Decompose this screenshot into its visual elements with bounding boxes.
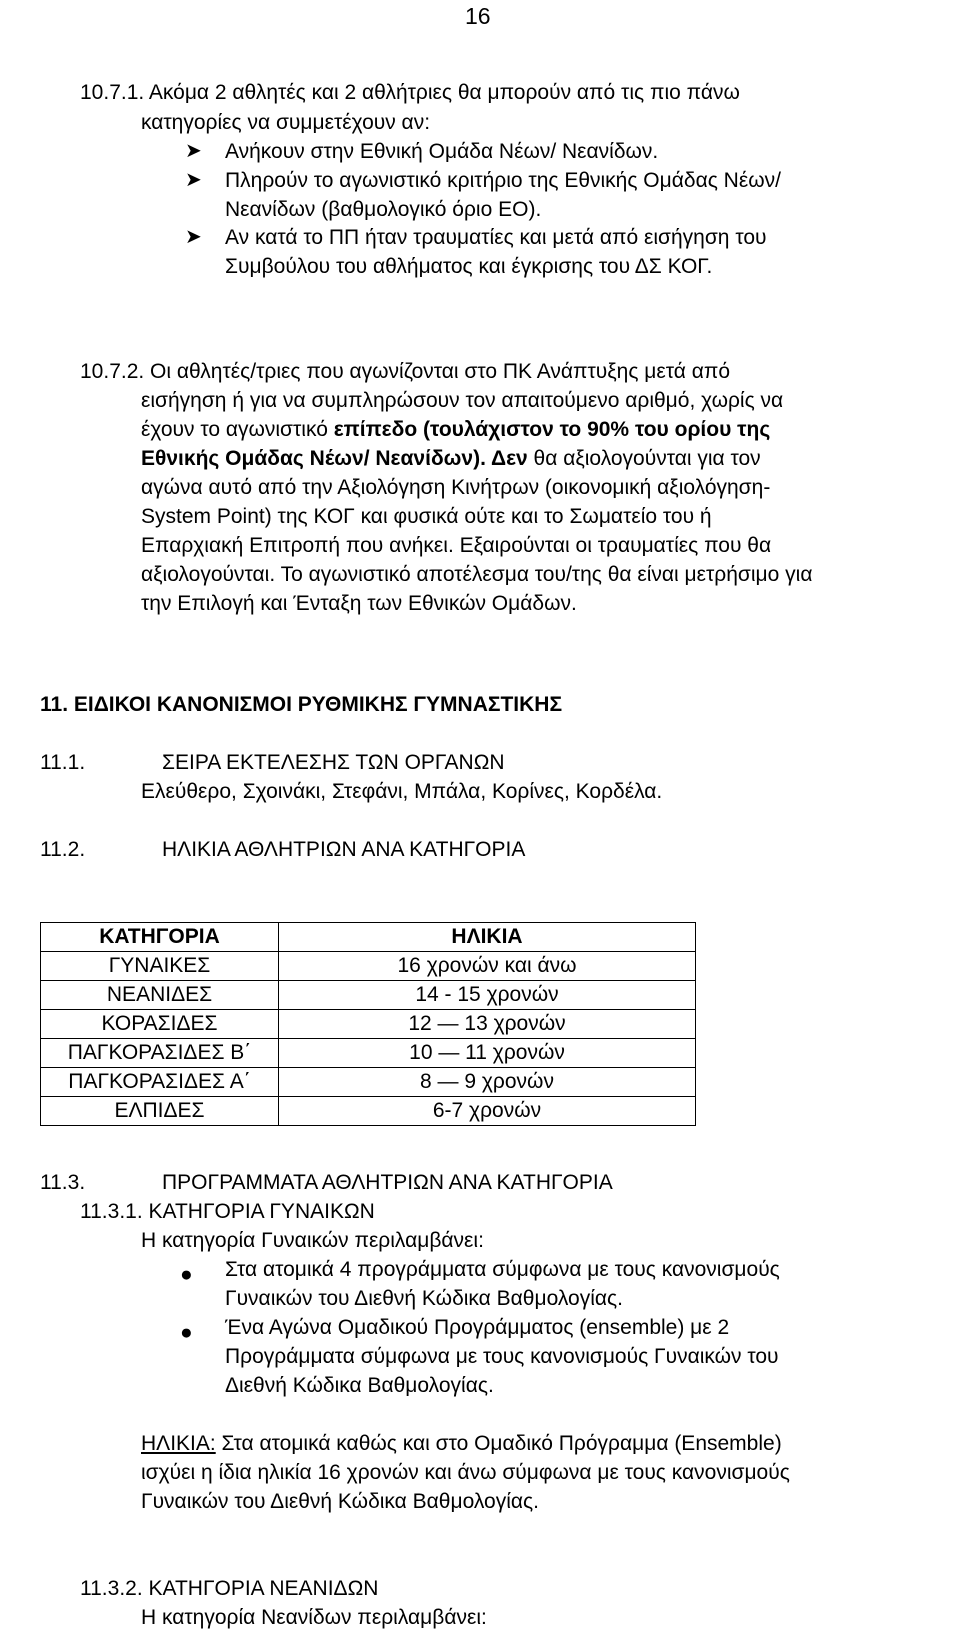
age-note-line2: ισχύει η ίδια ηλικία 16 χρονών και άνω σύμφωνα με τους κανονισμούς bbox=[141, 1461, 790, 1484]
table-row bbox=[41, 1039, 696, 1068]
bullet-dot-icon: ● bbox=[180, 1321, 193, 1344]
list-item-line: Στα ατομικά 4 προγράμματα σύμφωνα με τους κανονισμούς bbox=[225, 1258, 780, 1281]
table-row bbox=[41, 952, 696, 981]
section-11-2-title: ΗΛΙΚΙΑ ΑΘΛΗΤΡΙΩΝ ΑΝΑ ΚΑΤΗΓΟΡΙΑ bbox=[162, 838, 526, 861]
section-11-3-number: 11.3. bbox=[40, 1171, 86, 1194]
age-note-line3: Γυναικών του Διεθνή Κώδικα Βαθμολογίας. bbox=[141, 1490, 539, 1513]
page-number: 16 bbox=[465, 3, 491, 29]
paragraph-line: έχουν το αγωνιστικό επίπεδο (τουλάχιστον το 90% του ορίου της bbox=[141, 418, 771, 441]
table-header-cell: ΚΑΤΗΓΟΡΙΑ bbox=[41, 923, 279, 952]
table-row bbox=[41, 1097, 696, 1126]
section-11-2-number: 11.2. bbox=[40, 838, 86, 861]
age-cell: 12 — 13 χρονών bbox=[279, 1010, 696, 1039]
section-11-3-title: ΠΡΟΓΡΑΜΜΑΤΑ ΑΘΛΗΤΡΙΩΝ ΑΝΑ ΚΑΤΗΓΟΡΙΑ bbox=[162, 1171, 613, 1194]
age-note-line1: ΗΛΙΚΙΑ: Στα ατομικά καθώς και στο Ομαδικό Πρόγραμμα (Ensemble) bbox=[141, 1432, 782, 1455]
table-header-cell: ΗΛΙΚΙΑ bbox=[279, 923, 696, 952]
paragraph-line: System Point) της ΚΟΓ και φυσικά ούτε και το Σωματείο του ή bbox=[141, 505, 712, 528]
age-label: ΗΛΙΚΙΑ: bbox=[141, 1432, 216, 1455]
category-cell: ΠΑΓΚΟΡΑΣΙΔΕΣ Α΄ bbox=[41, 1068, 279, 1097]
table-header-row bbox=[41, 923, 696, 952]
category-cell: ΚΟΡΑΣΙΔΕΣ bbox=[41, 1010, 279, 1039]
section-11-3-2-title: 11.3.2. ΚΑΤΗΓΟΡΙΑ ΝΕΑΝΙΔΩΝ bbox=[80, 1577, 379, 1600]
category-cell: ΓΥΝΑΙΚΕΣ bbox=[41, 952, 279, 981]
category-cell: ΠΑΓΚΟΡΑΣΙΔΕΣ Β΄ bbox=[41, 1039, 279, 1068]
table-row bbox=[41, 1068, 696, 1097]
bullet-dot-icon: ● bbox=[180, 1263, 193, 1286]
paragraph-line: την Επιλογή και Ένταξη των Εθνικών Ομάδων. bbox=[141, 592, 577, 615]
arrow-bullet-icon: ➤ bbox=[185, 169, 202, 191]
section-11-3-1-title: 11.3.1. ΚΑΤΗΓΟΡΙΑ ΓΥΝΑΙΚΩΝ bbox=[80, 1200, 375, 1223]
list-item-line: Ένα Αγώνα Ομαδικού Προγράμματος (ensemble) με 2 bbox=[225, 1316, 730, 1339]
list-item-line: Γυναικών του Διεθνή Κώδικα Βαθμολογίας. bbox=[225, 1287, 623, 1310]
section-11-3-2-intro: Η κατηγορία Νεανίδων περιλαμβάνει: bbox=[141, 1606, 487, 1629]
arrow-bullet-icon: ➤ bbox=[185, 140, 202, 162]
section-10-7-1-line1: 10.7.1. Ακόμα 2 αθλητές και 2 αθλήτριες θα μπορούν από τις πιο πάνω bbox=[80, 81, 740, 104]
category-cell: ΝΕΑΝΙΔΕΣ bbox=[41, 981, 279, 1010]
table-row bbox=[41, 1010, 696, 1039]
arrow-bullet-icon: ➤ bbox=[185, 226, 202, 248]
list-item-line: Προγράμματα σύμφωνα με τους κανονισμούς Γυναικών του bbox=[225, 1345, 779, 1368]
section-11-1-number: 11.1. bbox=[40, 751, 86, 774]
apparatus-order-text: Ελεύθερο, Σχοινάκι, Στεφάνι, Μπάλα, Κορίνες, Κορδέλα. bbox=[141, 780, 663, 803]
section-11-1-title: ΣΕΙΡΑ ΕΚΤΕΛΕΣΗΣ ΤΩΝ ΟΡΓΑΝΩΝ bbox=[162, 751, 505, 774]
section-11-heading: 11. ΕΙΔΙΚΟΙ ΚΑΝΟΝΙΣΜΟΙ ΡΥΘΜΙΚΗΣ ΓΥΜΝΑΣΤΙΚΗΣ bbox=[40, 693, 563, 716]
table-row bbox=[41, 981, 696, 1010]
paragraph-line: εισήγηση ή για να συμπληρώσουν τον απαιτούμενο αριθμό, χωρίς να bbox=[141, 389, 784, 412]
section-10-7-1-line2: κατηγορίες να συμμετέχουν αν: bbox=[141, 111, 431, 134]
section-11-3-1-intro: Η κατηγορία Γυναικών περιλαμβάνει: bbox=[141, 1229, 484, 1252]
category-cell: ΕΛΠΙΔΕΣ bbox=[41, 1097, 279, 1126]
paragraph-line: Εθνικής Ομάδας Νέων/ Νεανίδων). Δεν θα αξιολογούνται για τον bbox=[141, 447, 761, 470]
section-10-7-2-line1: 10.7.2. Οι αθλητές/τριες που αγωνίζονται στο ΠΚ Ανάπτυξης μετά από bbox=[80, 360, 731, 383]
age-cell: 8 — 9 χρονών bbox=[279, 1068, 696, 1097]
age-cell: 10 — 11 χρονών bbox=[279, 1039, 696, 1068]
age-cell: 14 - 15 χρονών bbox=[279, 981, 696, 1010]
age-cell: 16 χρονών και άνω bbox=[279, 952, 696, 981]
list-item-line: Διεθνή Κώδικα Βαθμολογίας. bbox=[225, 1374, 494, 1397]
paragraph-line: αγώνα αυτό από την Αξιολόγηση Κινήτρων (οικονομική αξιολόγηση- bbox=[141, 476, 771, 499]
age-cell: 6-7 χρονών bbox=[279, 1097, 696, 1126]
paragraph-line: Επαρχιακή Επιτροπή που ανήκει. Εξαιρούνται οι τραυματίες που θα bbox=[141, 534, 772, 557]
paragraph-line: αξιολογούνται. Το αγωνιστικό αποτέλεσμα του/της θα είναι μετρήσιμο για bbox=[141, 563, 813, 586]
age-category-table bbox=[40, 922, 696, 1126]
